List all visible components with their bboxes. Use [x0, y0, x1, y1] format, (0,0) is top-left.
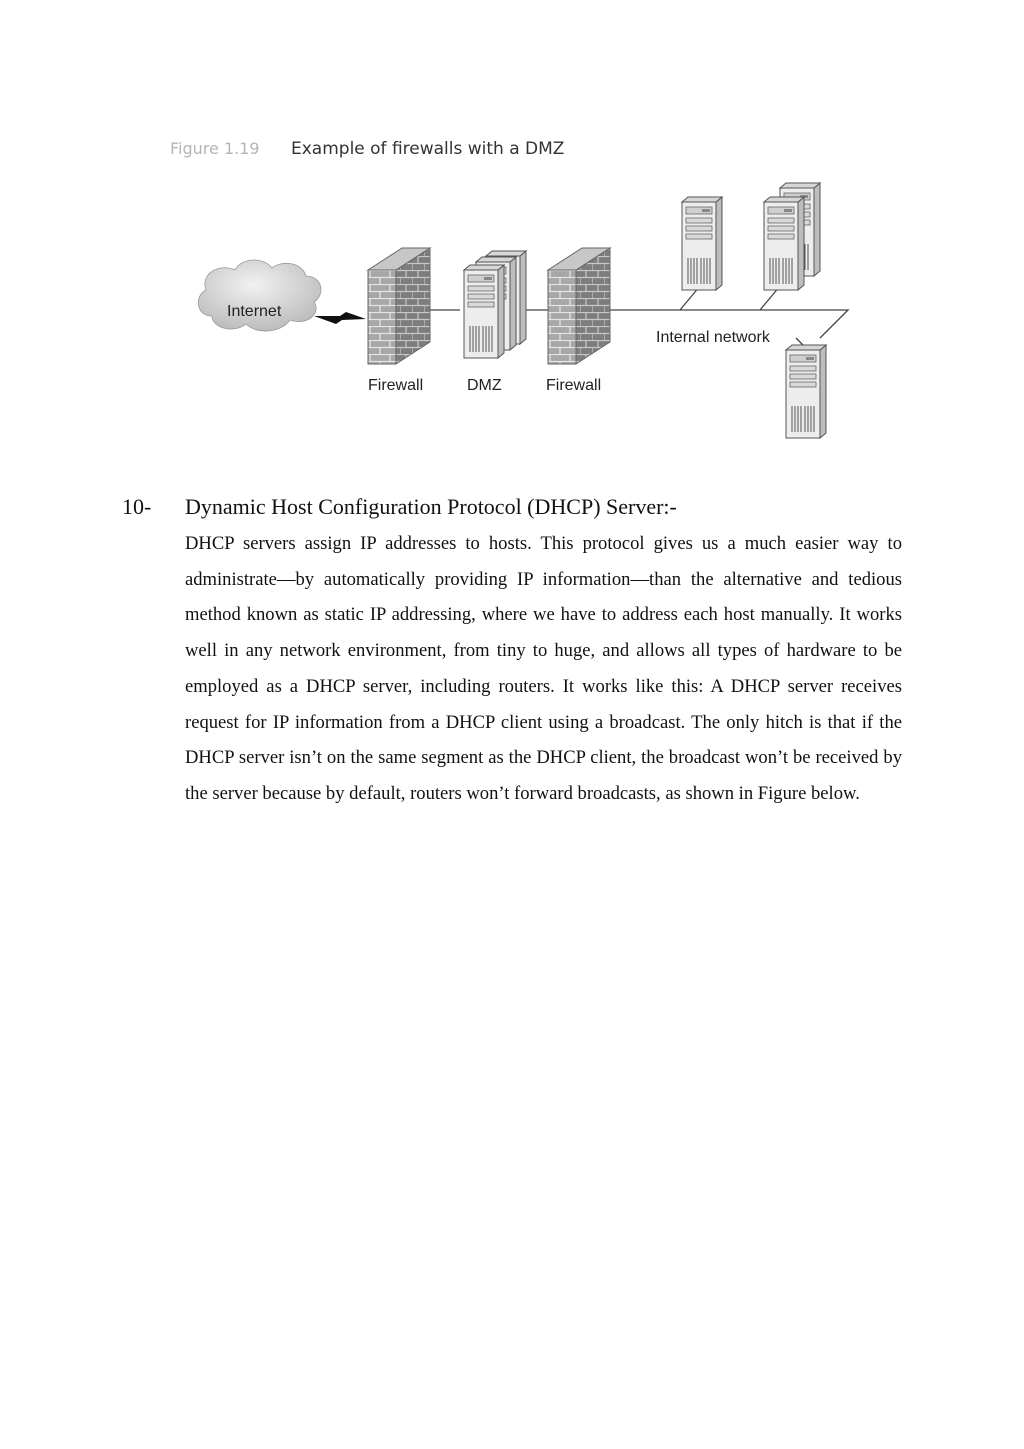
internal-network-label: Internal network	[656, 329, 770, 346]
internet-cloud-icon	[198, 260, 321, 331]
internal-server-icon	[786, 345, 826, 438]
figure-title: Example of firewalls with a DMZ	[291, 139, 565, 159]
dmz-firewall-figure	[160, 130, 870, 450]
internet-label: Internet	[227, 303, 282, 320]
dmz-label: DMZ	[467, 377, 502, 394]
internal-server-icon	[764, 197, 804, 290]
firewall-left-label: Firewall	[368, 377, 424, 394]
firewall-right-label: Firewall	[546, 377, 602, 394]
firewall-right-icon	[548, 248, 610, 364]
lightning-bolt-icon	[314, 312, 366, 324]
internal-server-icon	[682, 197, 722, 290]
section-number: 10-	[122, 494, 152, 519]
figure-caption-prefix: Figure 1.19	[170, 139, 260, 158]
section-heading: Dynamic Host Configuration Protocol (DHCP) Server:-	[185, 494, 677, 519]
firewall-left-icon	[368, 248, 430, 364]
dmz-servers-icon	[464, 251, 526, 358]
section-body: DHCP servers assign IP addresses to hosts. This protocol gives us a much easier way to administrate—by automatically providing IP information—than the alternative and tedious method known as static IP addressing, where we have to address each host manually. It works well in any network environment, from tiny to huge, and allows all types of hardware to be employed as a DHCP server, including routers. It works like this: A DHCP server receives request for IP information from a DHCP client using a broadcast. The only hitch is that if the DHCP server isn’t on the same segment as the DHCP client, the broadcast won’t be received by the server because by default, routers won’t forward broadcasts, as shown in Figure below.	[185, 533, 902, 804]
